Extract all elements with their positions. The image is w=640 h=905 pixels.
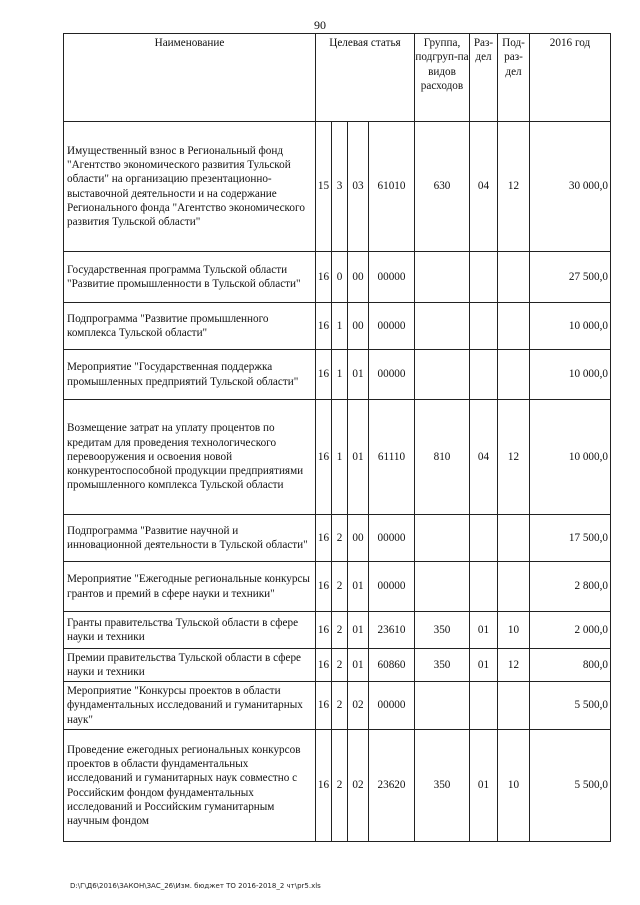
target-code-2: 0 — [332, 252, 348, 303]
table-row — [64, 515, 611, 562]
razdel-code — [470, 515, 498, 562]
expense-group — [415, 515, 470, 562]
table-row — [64, 122, 611, 252]
expense-group — [415, 682, 470, 730]
target-code-3: 01 — [348, 612, 369, 649]
target-code-4: 00000 — [369, 252, 415, 303]
razdel-code: 01 — [470, 649, 498, 682]
table-row — [64, 612, 611, 649]
target-code-1: 16 — [316, 649, 332, 682]
table-body — [64, 122, 611, 842]
page-number: 90 — [314, 18, 326, 32]
row-name: Проведение ежегодных региональных конкурсов проектов в области фундаментальных исследований и гуманитарных наук совместно с Российским фондом фундаментальных исследований и Российским гуманитарным научным фондом — [64, 730, 316, 842]
table-row — [64, 400, 611, 515]
expense-group — [415, 562, 470, 612]
expense-group — [415, 303, 470, 350]
header-group: Группа, подгруп-па видов расходов — [415, 34, 470, 122]
razdel-code — [470, 303, 498, 350]
table-row — [64, 252, 611, 303]
amount-2016: 30 000,0 — [530, 122, 611, 252]
row-name: Мероприятие "Конкурсы проектов в области фундаментальных исследований и гуманитарных наук" — [64, 682, 316, 730]
podrazdel-code: 10 — [498, 730, 530, 842]
amount-2016: 2 800,0 — [530, 562, 611, 612]
expense-group: 630 — [415, 122, 470, 252]
target-code-2: 1 — [332, 400, 348, 515]
target-code-4: 00000 — [369, 350, 415, 400]
target-code-4: 61010 — [369, 122, 415, 252]
target-code-1: 16 — [316, 562, 332, 612]
target-code-2: 1 — [332, 303, 348, 350]
amount-2016: 5 500,0 — [530, 682, 611, 730]
razdel-code: 04 — [470, 400, 498, 515]
podrazdel-code: 10 — [498, 612, 530, 649]
target-code-1: 15 — [316, 122, 332, 252]
row-name: Возмещение затрат на уплату процентов по кредитам для проведения технологического перевооружения и освоения новой конкурентоспособной продукции предприятиями промышленного комплекса Тульской области — [64, 400, 316, 515]
target-code-2: 2 — [332, 562, 348, 612]
row-name: Государственная программа Тульской области "Развитие промышленности в Тульской области" — [64, 252, 316, 303]
table-row — [64, 730, 611, 842]
target-code-2: 3 — [332, 122, 348, 252]
target-code-3: 02 — [348, 682, 369, 730]
budget-table — [63, 33, 611, 842]
podrazdel-code — [498, 562, 530, 612]
header-year: 2016 год — [530, 34, 611, 122]
table-row — [64, 303, 611, 350]
row-name: Мероприятие "Ежегодные региональные конкурсы грантов и премий в сфере науки и техники" — [64, 562, 316, 612]
target-code-3: 03 — [348, 122, 369, 252]
target-code-4: 23620 — [369, 730, 415, 842]
row-name: Имущественный взнос в Региональный фонд "Агентство экономического развития Тульской области" на организацию презентационно-выставочной деятельности и на содержание Регионального фонда "Агентство экономического развития Тульской области" — [64, 122, 316, 252]
razdel-code: 01 — [470, 612, 498, 649]
expense-group: 350 — [415, 649, 470, 682]
razdel-code — [470, 350, 498, 400]
expense-group: 350 — [415, 612, 470, 649]
row-name: Премии правительства Тульской области в сфере науки и техники — [64, 649, 316, 682]
target-code-3: 01 — [348, 400, 369, 515]
row-name: Подпрограмма "Развитие промышленного комплекса Тульской области" — [64, 303, 316, 350]
razdel-code — [470, 252, 498, 303]
target-code-4: 00000 — [369, 515, 415, 562]
podrazdel-code: 12 — [498, 649, 530, 682]
table-row — [64, 350, 611, 400]
row-name: Мероприятие "Государственная поддержка промышленных предприятий Тульской области" — [64, 350, 316, 400]
podrazdel-code — [498, 252, 530, 303]
amount-2016: 27 500,0 — [530, 252, 611, 303]
razdel-code — [470, 682, 498, 730]
podrazdel-code — [498, 350, 530, 400]
target-code-3: 01 — [348, 350, 369, 400]
target-code-4: 60860 — [369, 649, 415, 682]
target-code-1: 16 — [316, 682, 332, 730]
podrazdel-code: 12 — [498, 400, 530, 515]
table-row — [64, 682, 611, 730]
amount-2016: 2 000,0 — [530, 612, 611, 649]
target-code-3: 00 — [348, 515, 369, 562]
target-code-3: 00 — [348, 252, 369, 303]
target-code-3: 02 — [348, 730, 369, 842]
header-razdel: Раз-дел — [470, 34, 498, 122]
table-row — [64, 649, 611, 682]
target-code-1: 16 — [316, 612, 332, 649]
amount-2016: 10 000,0 — [530, 400, 611, 515]
row-name: Подпрограмма "Развитие научной и инновационной деятельности в Тульской области" — [64, 515, 316, 562]
target-code-2: 2 — [332, 649, 348, 682]
file-path-footer: D:\Г\Д6\2016\ЗАКОН\ЗАС_26\Изм. бюджет ТО 2016-2018_2 чт\pr5.xls — [70, 882, 321, 890]
amount-2016: 800,0 — [530, 649, 611, 682]
podrazdel-code — [498, 515, 530, 562]
podrazdel-code: 12 — [498, 122, 530, 252]
podrazdel-code — [498, 303, 530, 350]
amount-2016: 10 000,0 — [530, 303, 611, 350]
expense-group: 810 — [415, 400, 470, 515]
target-code-2: 2 — [332, 682, 348, 730]
target-code-1: 16 — [316, 515, 332, 562]
header-target-article: Целевая статья — [316, 34, 415, 122]
razdel-code: 01 — [470, 730, 498, 842]
table-row — [64, 562, 611, 612]
amount-2016: 17 500,0 — [530, 515, 611, 562]
target-code-4: 23610 — [369, 612, 415, 649]
target-code-2: 2 — [332, 515, 348, 562]
amount-2016: 10 000,0 — [530, 350, 611, 400]
razdel-code — [470, 562, 498, 612]
amount-2016: 5 500,0 — [530, 730, 611, 842]
target-code-4: 00000 — [369, 303, 415, 350]
target-code-2: 2 — [332, 730, 348, 842]
target-code-4: 00000 — [369, 682, 415, 730]
target-code-3: 01 — [348, 562, 369, 612]
razdel-code: 04 — [470, 122, 498, 252]
target-code-3: 01 — [348, 649, 369, 682]
target-code-1: 16 — [316, 303, 332, 350]
target-code-1: 16 — [316, 252, 332, 303]
target-code-4: 61110 — [369, 400, 415, 515]
target-code-1: 16 — [316, 400, 332, 515]
podrazdel-code — [498, 682, 530, 730]
target-code-3: 00 — [348, 303, 369, 350]
target-code-2: 1 — [332, 350, 348, 400]
header-name: Наименование — [64, 34, 316, 122]
target-code-1: 16 — [316, 730, 332, 842]
target-code-4: 00000 — [369, 562, 415, 612]
expense-group — [415, 350, 470, 400]
expense-group — [415, 252, 470, 303]
target-code-2: 2 — [332, 612, 348, 649]
target-code-1: 16 — [316, 350, 332, 400]
header-podrazdel: Под-раз-дел — [498, 34, 530, 122]
expense-group: 350 — [415, 730, 470, 842]
row-name: Гранты правительства Тульской области в сфере науки и техники — [64, 612, 316, 649]
